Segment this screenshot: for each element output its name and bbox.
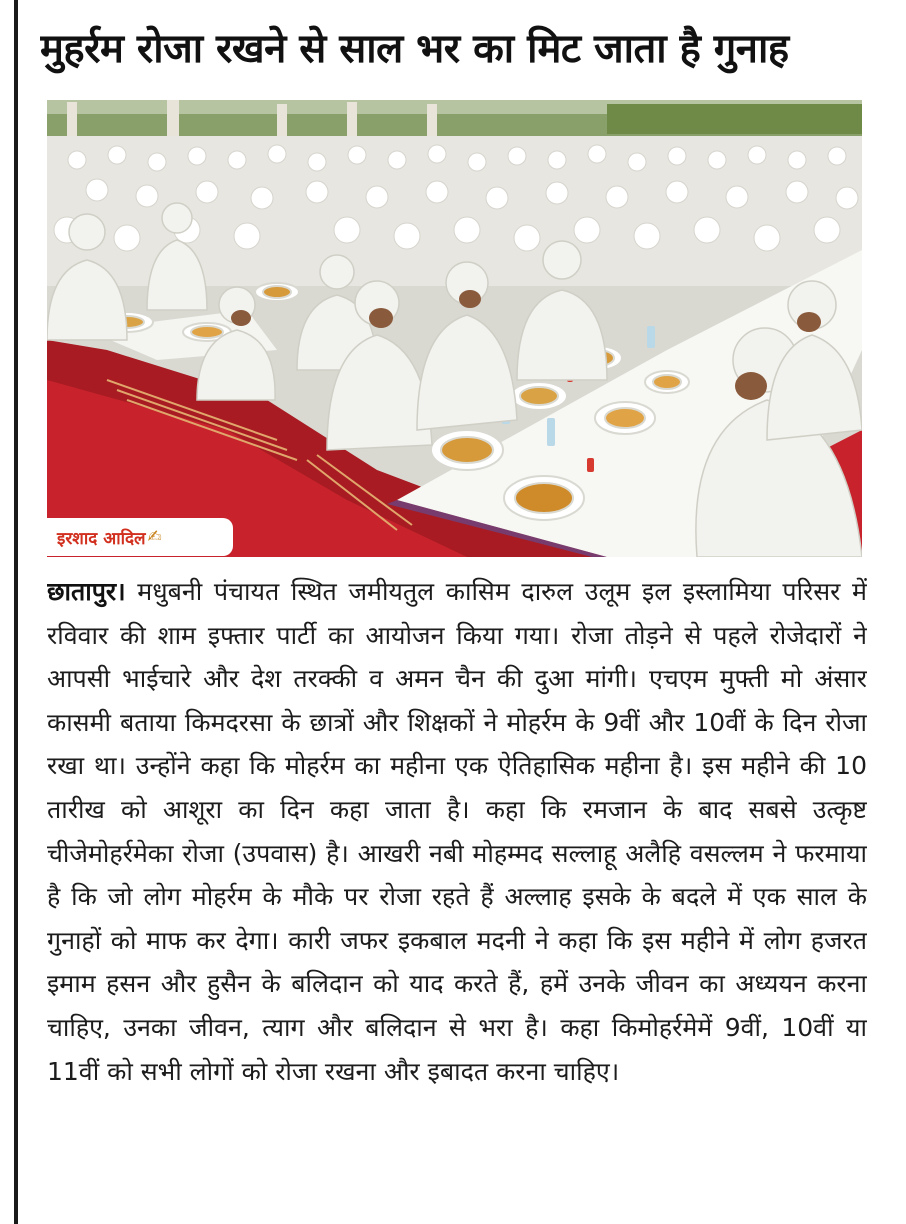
article-text: मधुबनी पंचायत स्थित जमीयतुल कासिम दारुल उलूम इल इस्लामिया परिसर में रविवार की शाम इफ्तार पार्टी का आयोजन किया गया। रोजा तोड़ने से पहले रोजेदारों ने आपसी भाईचारे और देश तरक्की व अमन चैन की दुआ मांगी। एचएम मुफ्ती मो अंसार कासमी बताया किमदरसा के छात्रों और शिक्षकों ने मोहर्रम के 9वीं और 10वीं के दिन रोजा रखा था। उन्होंने कहा कि मोहर्रम का महीना एक ऐतिहासिक महीना है। इस महीने की 10 तारीख को आशूरा का दिन कहा जाता है। कहा कि रमजान के बाद सबसे उत्कृष्ट चीजेमोहर्रमेका रोजा (उपवास) है। आखरी नबी मोहम्मद सल्लाहू अलैहि वसल्लम ने फरमाया है कि जो लोग मोहर्रम के मौके पर रोजा रहते हैं अल्लाह इसके के बदले में एक साल के गुनाहों को माफ कर देगा। कारी जफर इकबाल मदनी ने कहा कि इस महीने में लोग हजरत इमाम हसन और हुसैन के बलिदान को याद करते हैं, हमें उनके जीवन का अध्ययन करना चाहिए, उनका जीवन, त्याग और बलिदान से भरा है। कहा किमोहर्रमेमें 9वीं, 10वीं या 11वीं को सभी लोगों को रोजा रखना और इबादत करना चाहिए। <box>47 577 867 1086</box>
headline: मुहर्रम रोजा रखने से साल भर का मिट जाता है गुनाह <box>40 26 789 72</box>
article-dateline: छातापुर। <box>47 577 126 606</box>
pen-writing-icon: ✍ <box>147 527 162 547</box>
news-photo <box>47 100 862 557</box>
byline <box>47 518 233 556</box>
iftar-gathering-photo <box>47 100 862 557</box>
article-body <box>47 570 867 1220</box>
byline-name: इरशाद आदिल <box>57 528 146 549</box>
page-left-rule <box>14 0 18 1224</box>
